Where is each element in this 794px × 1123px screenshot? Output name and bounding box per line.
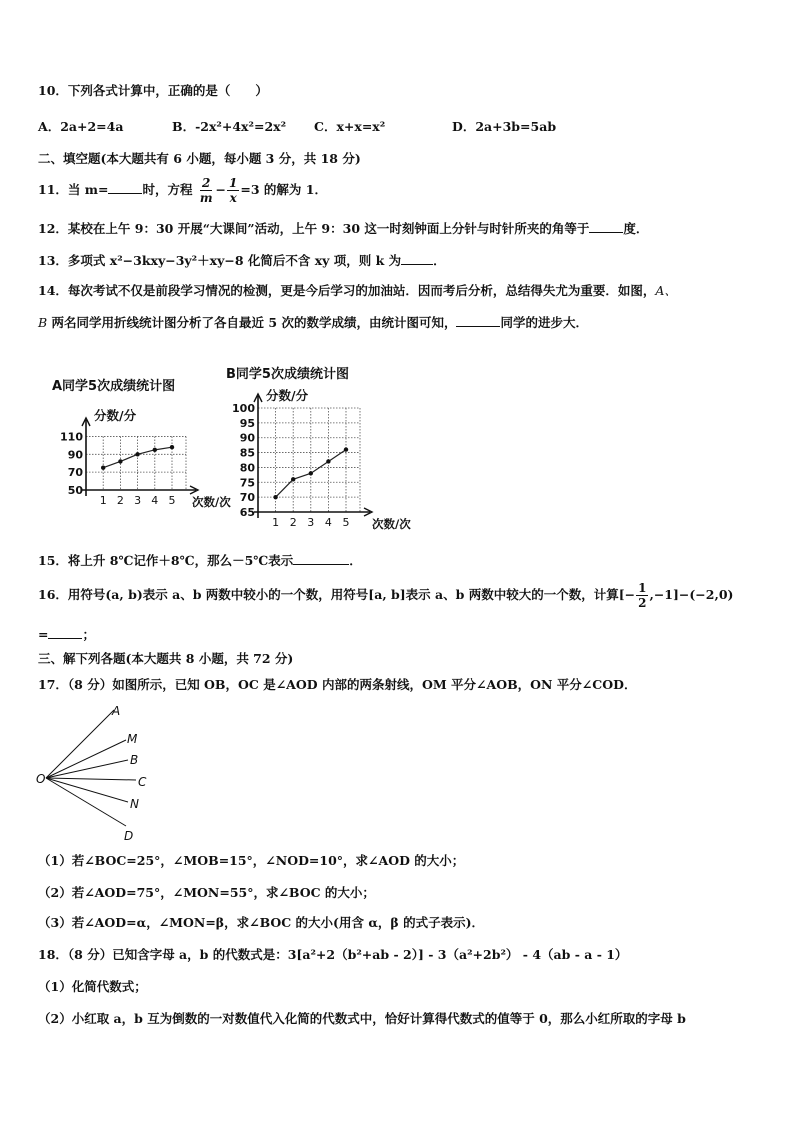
q14-line2: B 两名同学用折线统计图分析了各自最近 5 次的数学成绩，由统计图可知， 同学的进步大． [38,312,588,332]
chart-b [226,362,426,532]
q17-angle-figure [30,698,170,848]
chart-b-y-tick-label: 90 [239,431,255,445]
q14-blank [456,312,500,327]
chart-a-xlabel: 次数/次 [192,495,231,509]
chart-a-y-tick-label: 90 [67,448,83,462]
q15: 15．将上升 8℃记作＋8℃，那么－5℃表示 ． [38,550,362,570]
q18-stem: 18．（8 分）已知含字母 a，b 的代数式是：3[a²+2（b²+ab - 2）] - 3（a²+2b²） - 4（ab - a - 1） [38,947,628,962]
q10-option-d: D．2a+3b=5ab [452,119,557,134]
label-d: D [124,829,134,843]
chart-a-y-tick-label: 110 [60,430,83,444]
chart-b-data-point [309,471,313,475]
chart-a-y-tick-label: 50 [67,484,83,497]
chart-a-x-tick-label: 5 [168,494,176,507]
label-m: M [127,732,138,746]
ray-om [46,740,126,778]
q16-blank [48,624,82,639]
chart-b-y-tick-label: 70 [239,491,255,505]
ray-oc [46,778,136,780]
q13: 13．多项式 x²−3kxy−3y²＋xy−8 化简后不含 xy 项，则 k 为 ． [38,250,446,270]
chart-b-y-tick-label: 65 [239,506,255,519]
chart-b-y-tick-label: 85 [239,446,255,460]
chart-a-data-point [118,459,122,463]
chart-b-x-tick-label: 1 [272,516,280,529]
chart-a-x-tick-label: 2 [116,494,124,507]
chart-b-data-point [273,495,277,499]
chart-a-x-tick-label: 4 [151,494,159,507]
chart-b-x-tick-label: 2 [289,516,297,529]
q12-blank [589,218,623,233]
q11-mid: 时，方程 [142,182,193,197]
chart-a-data-point [153,448,157,452]
q10-options [38,118,758,136]
chart-b-y-tick-label: 100 [232,402,255,415]
q17-sub2: （2）若∠AOD=75°，∠MON=55°，求∠BOC 的大小； [38,885,375,900]
ray-ob [46,760,128,778]
chart-b-data-point [344,447,348,451]
chart-b-x-tick-label: 5 [342,516,350,529]
q11-fraction-1: $\frac{2}{m}$ [199,176,213,205]
chart-b-x-tick-label: 3 [307,516,315,529]
chart-a-ylabel: 分数/分 [94,408,137,423]
label-o: O [36,772,46,786]
q11-blank [108,179,142,194]
q10-option-c: C．x+x=x² [314,119,386,134]
label-n: N [130,797,139,811]
label-b: B [130,753,139,767]
chart-a-y-tick-label: 70 [67,466,83,480]
q10-stem: 10．下列各式计算中，正确的是（ ） [38,83,268,98]
chart-a-x-tick-label: 1 [99,494,107,507]
section3-heading: 三、解下列各题(本大题共 8 小题，共 72 分) [38,651,294,666]
q17-sub1: （1）若∠BOC=25°，∠MOB=15°，∠NOD=10°，求∠AOD 的大小； [38,853,465,868]
q10-option-a: A．2a+2=4a [38,119,124,134]
q11: 11．当 m= 时，方程 $\frac{2}{m}$ − $\frac{1}{x}$ =3 的解为 1． [38,176,327,205]
chart-b-xlabel: 次数/次 [372,517,411,531]
q17-stem: 17．（8 分）如图所示，已知 OB，OC 是∠AOD 内部的两条射线，OM 平分∠AOB，ON 平分∠COD． [38,677,637,692]
q11-post: =3 的解为 1． [240,182,327,197]
q11-pre: 11．当 m= [38,182,109,197]
chart-b-y-tick-label: 95 [239,416,255,430]
chart-a [52,372,252,522]
q15-blank [293,550,349,565]
chart-b-x-tick-label: 4 [324,516,332,529]
q18-sub2: （2）小红取 a，b 互为倒数的一对数值代入化简的代数式中，恰好计算得代数式的值等于 0，那么小红所取的字母 b [38,1011,686,1026]
chart-b-ylabel: 分数/分 [266,388,309,403]
chart-a-data-point [135,452,139,456]
label-a: A [112,704,121,718]
q12: 12．某校在上午 9：30 开展“大课间”活动，上午 9：30 这一时刻钟面上分针与时针所夹的角等于 度． [38,218,648,238]
q16-line1: 16．用符号(a, b)表示 a、b 两数中较小的一个数，用符号[a, b]表示 a、b 两数中较大的一个数，计算[− $\frac{1}{2}$ ,−1]−(−2,0) [38,581,734,610]
q18-sub1: （1）化简代数式； [38,979,147,994]
label-c: C [138,775,147,789]
q10-option-b: B．-2x²+4x²=2x² [172,119,287,134]
chart-b-data-point [291,477,295,481]
q13-blank [401,250,433,265]
section2-heading: 二、填空题(本大题共有 6 小题，每小题 3 分，共 18 分) [38,151,361,166]
q11-fraction-2: $\frac{1}{x}$ [229,176,238,205]
chart-a-data-point [101,465,105,469]
chart-b-data-point [326,459,330,463]
ray-on [46,778,128,802]
chart-b-y-tick-label: 75 [239,476,255,490]
q14-line1: 14．每次考试不仅是前段学习情况的检测，更是今后学习的加油站．因而考后分析，总结得失尤为重要．如图，A、 [38,283,677,298]
chart-a-title: A同学5次成绩统计图 [52,379,176,394]
chart-b-y-tick-label: 80 [239,461,255,475]
q17-sub3: （3）若∠AOD=α，∠MON=β，求∠BOC 的大小(用含 α，β 的式子表示)． [38,915,485,930]
chart-a-data-point [170,445,174,449]
ray-od [46,778,126,826]
q16-line2: = ； [38,624,95,644]
ray-oa [46,710,114,778]
chart-a-x-tick-label: 3 [134,494,142,507]
q16-fraction: $\frac{1}{2}$ [638,581,647,610]
chart-b-title: B同学5次成绩统计图 [226,367,349,382]
